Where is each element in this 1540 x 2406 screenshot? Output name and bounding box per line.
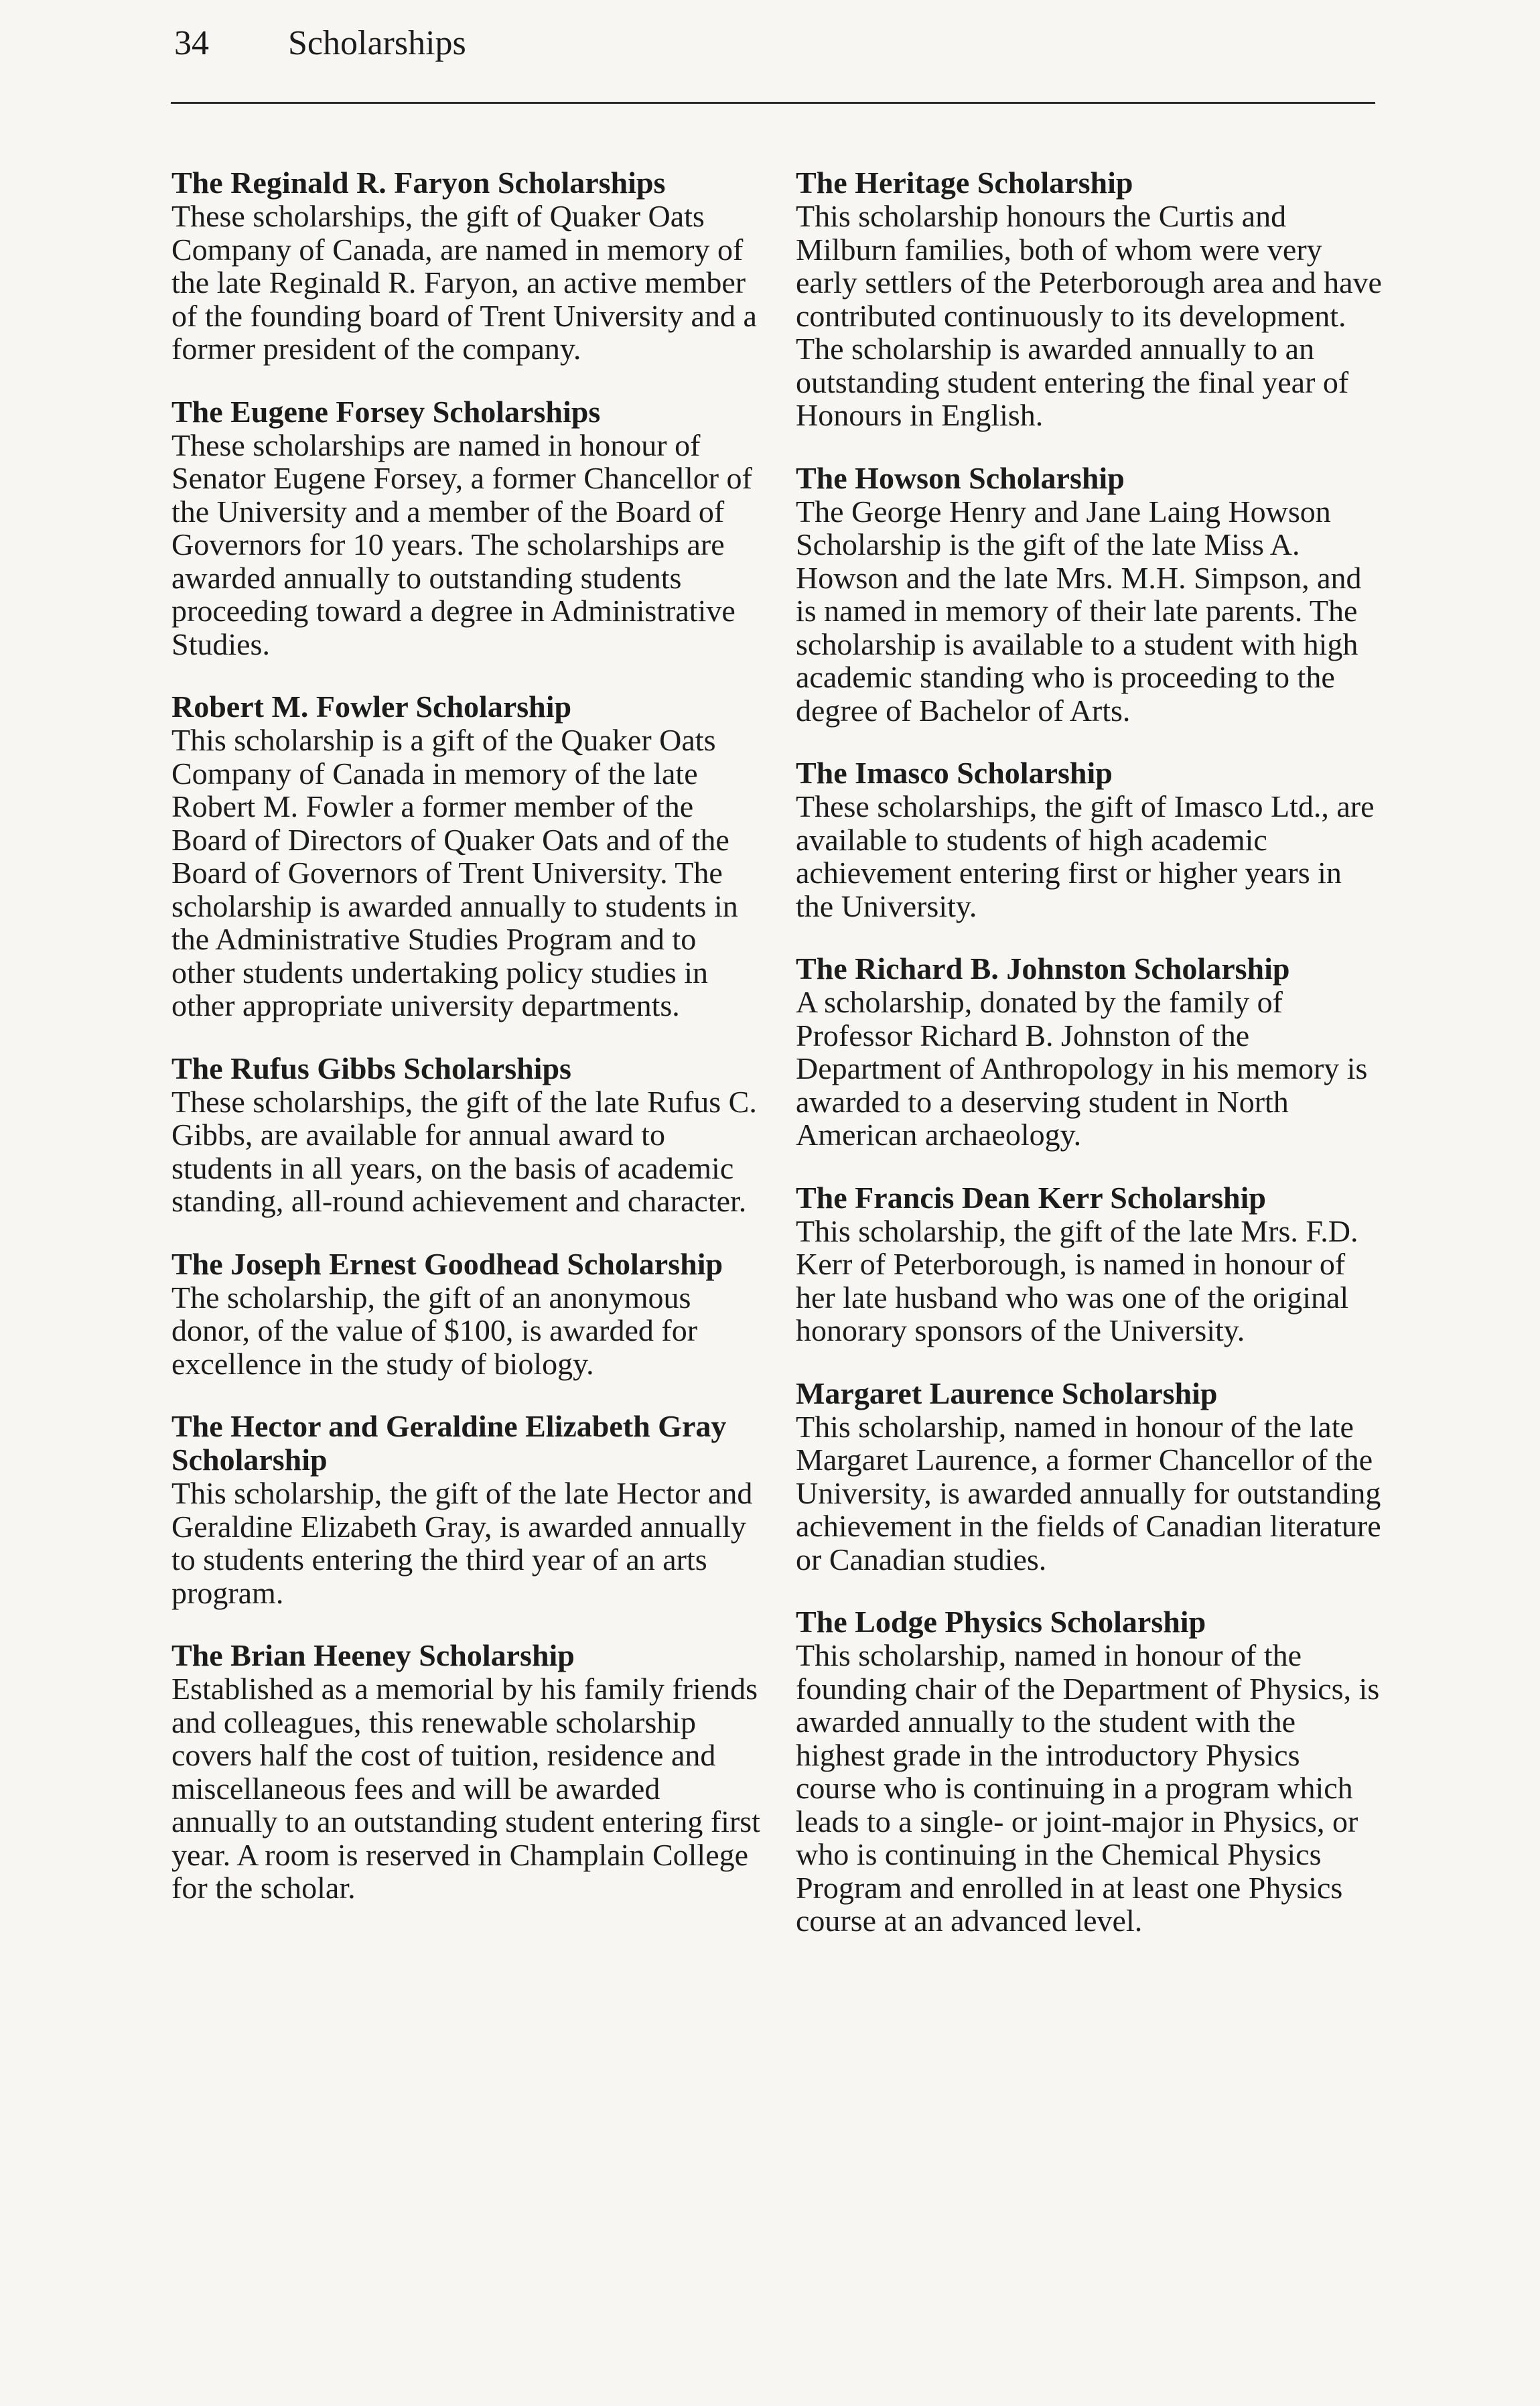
scholarship-entry	[171, 1052, 761, 1218]
scholarship-description: This scholarship, named in honour of the founding chair of the Department of Physics, is awarded annually to the student with the highest grade in the introductory Physics course who is continuing in a program which leads to a single- or joint-major in Physics, or who is continuing in the Chemical Physics Program and enrolled in at least one Physics course at an advanced level.	[796, 1638, 1380, 1938]
scholarship-title: The Brian Heeney Scholarship	[171, 1638, 575, 1672]
scholarship-description: This scholarship, the gift of the late Hector and Geraldine Elizabeth Gray, is awarded annually to students entering the third year of an arts program.	[171, 1476, 753, 1610]
page-number: 34	[174, 24, 209, 62]
scholarship-description: This scholarship is a gift of the Quaker Oats Company of Canada in memory of the late Robert M. Fowler a former member of the Board of Directors of Quaker Oats and of the Board of Governors of Trent University. The scholarship is awarded annually to students in the Administrative Studies Program and to other students undertaking policy studies in other appropriate university departments.	[171, 723, 738, 1022]
scholarship-description: The scholarship, the gift of an anonymous donor, of the value of $100, is awarded for excellence in the study of biology.	[171, 1280, 698, 1381]
scholarship-description: The George Henry and Jane Laing Howson Scholarship is the gift of the late Miss A. Howson and the late Mrs. M.H. Simpson, and is named in memory of their late parents. The scholarship is available to a student with high academic standing who is proceeding to the degree of Bachelor of Arts.	[796, 494, 1362, 728]
scholarship-title: The Imasco Scholarship	[796, 756, 1113, 790]
scholarship-entry	[796, 756, 1385, 923]
running-head	[174, 20, 466, 67]
scholarship-description: This scholarship, the gift of the late Mrs. F.D. Kerr of Peterborough, is named in honour of her late husband who was one of the original honorary sponsors of the University.	[796, 1213, 1358, 1347]
scholarship-entry	[171, 1410, 761, 1609]
right-column	[796, 166, 1385, 1967]
scholarship-title: The Francis Dean Kerr Scholarship	[796, 1180, 1266, 1215]
scholarship-description: These scholarships, the gift of Imasco Ltd., are available to students of high academic achievement entering first or higher years in the University.	[796, 789, 1375, 923]
section-title: Scholarships	[288, 24, 466, 62]
scholarship-title: The Eugene Forsey Scholarships	[171, 394, 601, 429]
scholarship-entry	[796, 1605, 1385, 1938]
scholarship-entry	[796, 1377, 1385, 1577]
scholarship-entry	[796, 166, 1385, 432]
scholarship-description: This scholarship, named in honour of the late Margaret Laurence, a former Chancellor of the University, is awarded annually for outstanding achievement in the fields of Canadian literature or Canadian studies.	[796, 1409, 1381, 1577]
scholarship-entry	[171, 166, 761, 366]
scholarship-entry	[796, 1181, 1385, 1347]
scholarship-title: The Hector and Geraldine Elizabeth Gray Scholarship	[171, 1409, 727, 1477]
scholarship-title: The Heritage Scholarship	[796, 165, 1133, 200]
scholarship-description: This scholarship honours the Curtis and Milburn families, both of whom were very early settlers of the Peterborough area and have contributed continuously to its development. The scholarship is awarded annually to an outstanding student entering the final year of Honours in English.	[796, 199, 1382, 432]
scholarship-entry	[171, 690, 761, 1022]
scholarship-entry	[171, 1639, 761, 1905]
scholarship-entry	[171, 395, 761, 661]
scholarship-entry	[796, 952, 1385, 1152]
scholarship-title: The Lodge Physics Scholarship	[796, 1605, 1206, 1639]
scholarship-description: These scholarships, the gift of Quaker Oats Company of Canada, are named in memory of the late Reginald R. Faryon, an active member of the founding board of Trent University and a former president of the company.	[171, 199, 757, 366]
scholarship-title: Robert M. Fowler Scholarship	[171, 689, 572, 724]
scholarship-entry	[796, 462, 1385, 728]
scholarship-description: A scholarship, donated by the family of Professor Richard B. Johnston of the Department of Anthropology in his memory is awarded to a deserving student in North American archaeology.	[796, 985, 1368, 1152]
scholarship-title: The Joseph Ernest Goodhead Scholarship	[171, 1246, 723, 1281]
scholarship-title: Margaret Laurence Scholarship	[796, 1376, 1218, 1410]
header-rule	[171, 102, 1375, 104]
scholarship-description: These scholarships are named in honour of Senator Eugene Forsey, a former Chancellor of the University and a member of the Board of Governors for 10 years. The scholarships are awarded annually to outstanding students proceeding toward a degree in Administrative Studies.	[171, 427, 752, 661]
left-column	[171, 166, 761, 1934]
scholarship-description: These scholarships, the gift of the late Rufus C. Gibbs, are available for annual award to students in all years, on the basis of academic standing, all-round achievement and character.	[171, 1084, 757, 1218]
scholarship-title: The Howson Scholarship	[796, 460, 1125, 495]
scholarship-entry	[171, 1248, 761, 1381]
scholarship-title: The Reginald R. Faryon Scholarships	[171, 165, 666, 200]
scholarship-title: The Richard B. Johnston Scholarship	[796, 951, 1290, 986]
scholarship-title: The Rufus Gibbs Scholarships	[171, 1051, 571, 1085]
scholarship-description: Established as a memorial by his family friends and colleagues, this renewable scholarship covers half the cost of tuition, residence and miscellaneous fees and will be awarded annually to an outstanding student entering first year. A room is reserved in Champlain College for the scholar.	[171, 1672, 760, 1905]
